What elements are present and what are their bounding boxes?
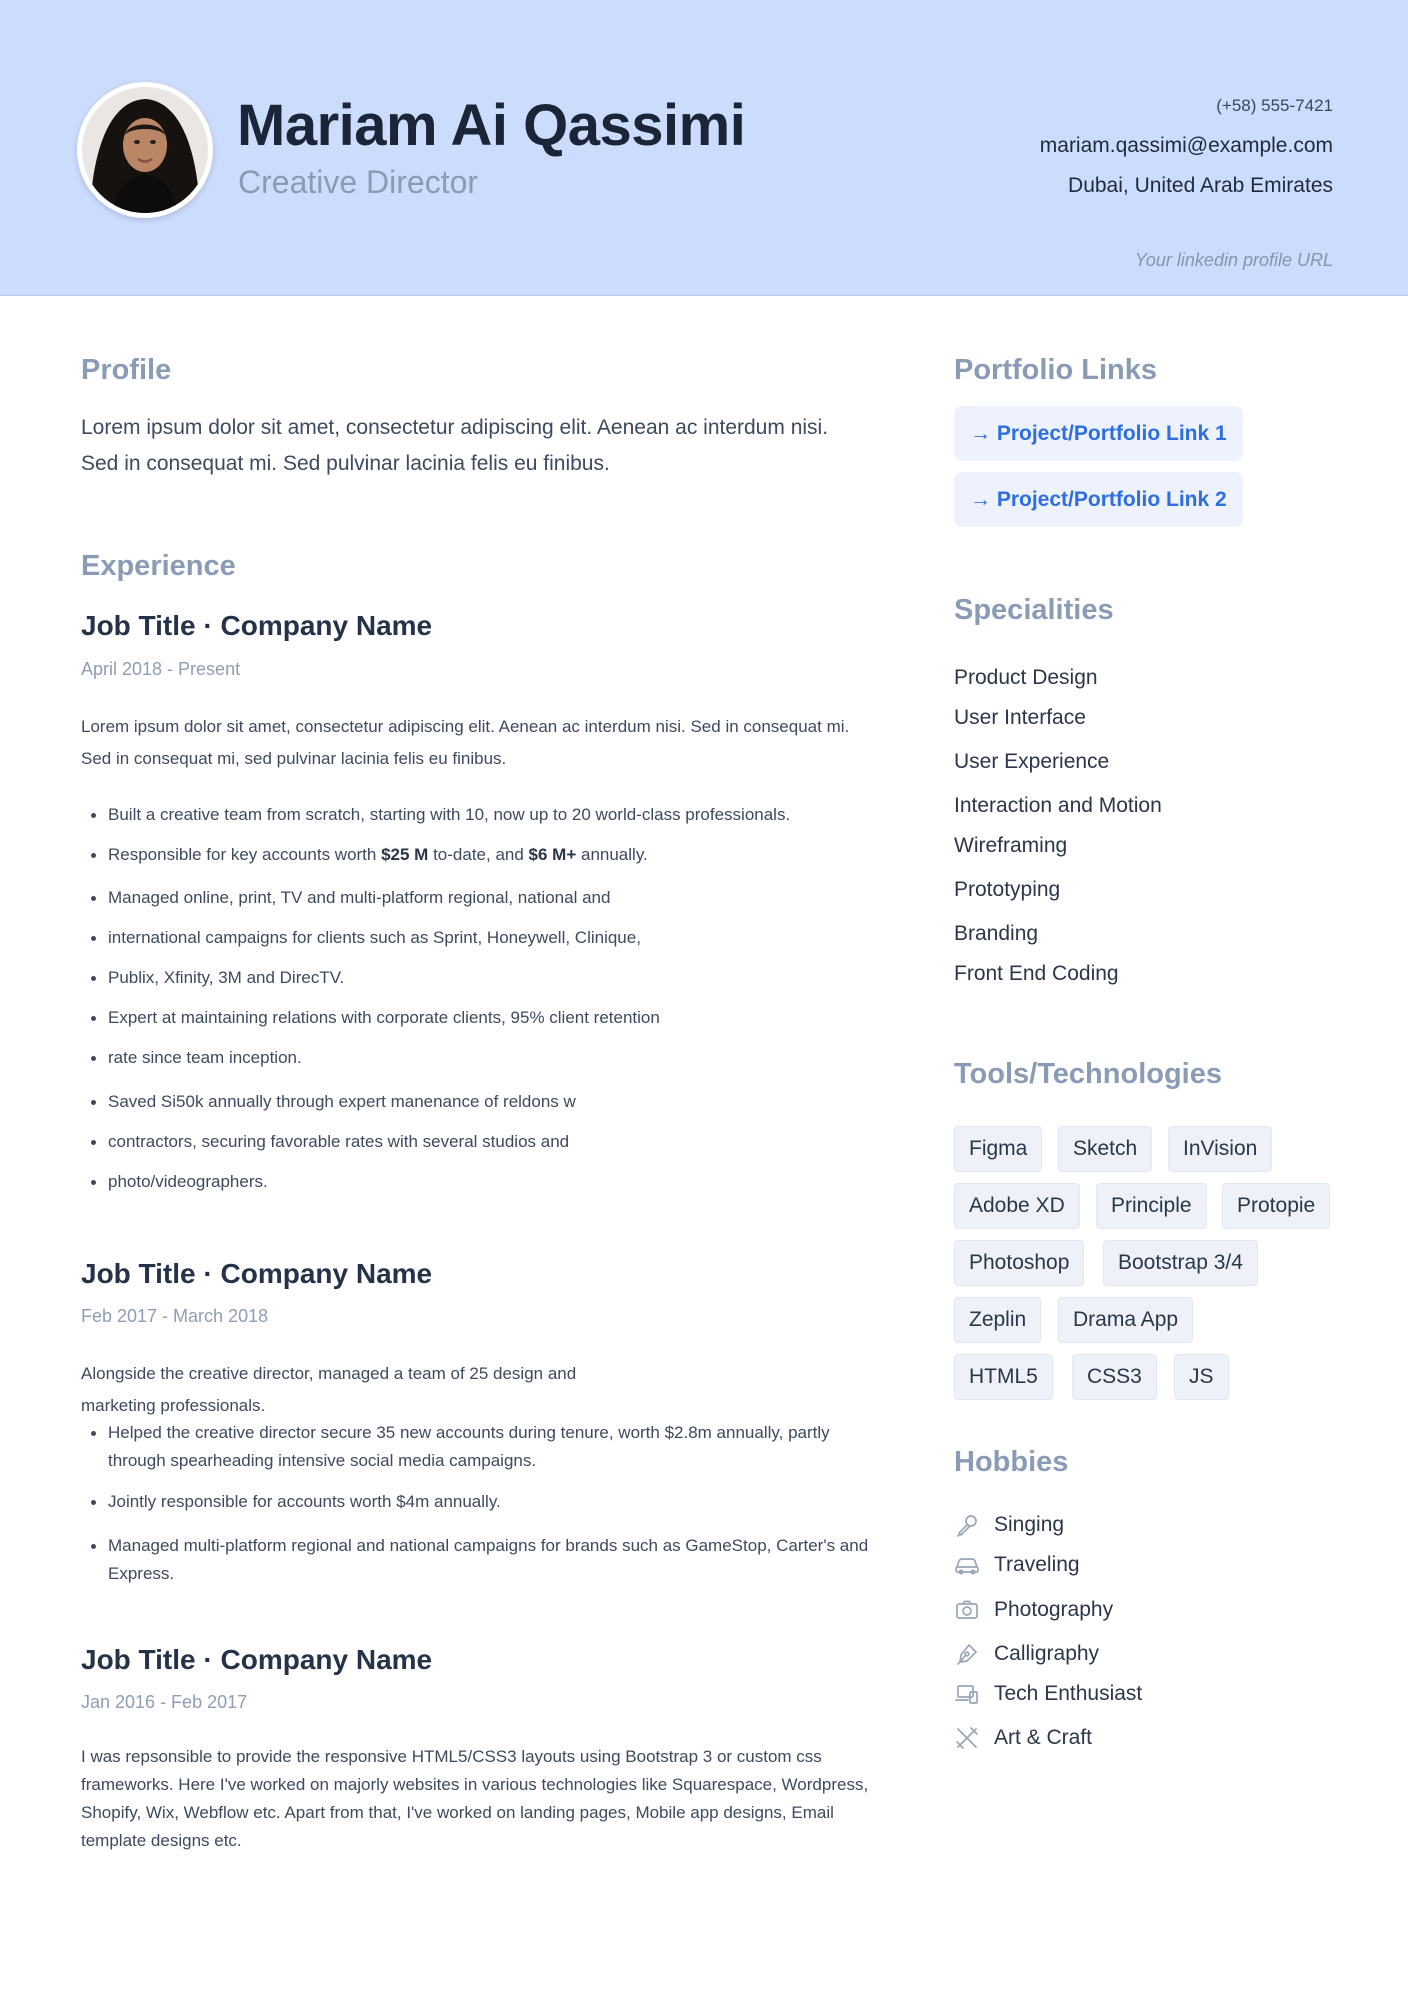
- resume-header: [0, 0, 1408, 296]
- hobby-item: [954, 1679, 1142, 1709]
- bullet-item: photo/videographers.: [81, 1168, 871, 1196]
- avatar: [77, 82, 213, 218]
- speciality-item: Branding: [954, 922, 1039, 945]
- bullet-text: Responsible for key accounts worth: [108, 845, 382, 864]
- tool-chip: HTML5: [954, 1354, 1053, 1400]
- hobby-item: [954, 1510, 1064, 1540]
- portrait-photo: [82, 87, 208, 213]
- candidate-role: Creative Director: [238, 164, 479, 200]
- hobby-item: [954, 1639, 1099, 1669]
- tool-chip: Zeplin: [954, 1297, 1041, 1343]
- speciality-item: Interaction and Motion: [954, 794, 1162, 817]
- candidate-name: Mariam Ai Qassimi: [237, 93, 746, 158]
- hobby-item: [954, 1595, 1113, 1625]
- bullet-item: rate since team inception.: [81, 1044, 871, 1072]
- job-date: Feb 2017 - March 2018: [81, 1306, 269, 1326]
- tool-chip: Principle: [1096, 1183, 1207, 1229]
- pen-nib-icon: [954, 1641, 980, 1667]
- tool-chip: Adobe XD: [954, 1183, 1080, 1229]
- speciality-item: Front End Coding: [954, 962, 1119, 985]
- speciality-item: User Experience: [954, 750, 1110, 773]
- experience-heading: Experience: [81, 550, 236, 582]
- bullet-item: [81, 841, 871, 869]
- car-icon: [954, 1552, 980, 1578]
- bullet-item: Jointly responsible for accounts worth $4m annually.: [81, 1488, 871, 1516]
- portfolio-link-1[interactable]: → Project/Portfolio Link 1: [954, 406, 1243, 461]
- tool-chip: Drama App: [1058, 1297, 1193, 1343]
- tool-chip: Photoshop: [954, 1240, 1084, 1286]
- tool-chip: Sketch: [1058, 1126, 1152, 1172]
- tools-icon: [954, 1725, 980, 1751]
- portfolio-heading: Portfolio Links: [954, 354, 1157, 386]
- bullet-item: international campaigns for clients such as Sprint, Honeywell, Clinique,: [81, 924, 871, 952]
- bullet-text: annually.: [576, 845, 648, 864]
- hobby-label: Tech Enthusiast: [994, 1682, 1143, 1705]
- profile-heading: Profile: [81, 354, 172, 386]
- job-description: marketing professionals.: [81, 1396, 266, 1415]
- hobby-label: Traveling: [994, 1553, 1080, 1576]
- linkedin-url[interactable]: Your linkedin profile URL: [1134, 250, 1333, 270]
- bullet-text: to-date, and: [428, 845, 529, 864]
- bullet-highlight: $25 M: [381, 845, 429, 864]
- tool-chip: Protopie: [1222, 1183, 1330, 1229]
- bullet-item: Saved Si50k annually through expert manenance of reldons w: [81, 1088, 871, 1116]
- bullet-item: Managed online, print, TV and multi-platform regional, national and: [81, 884, 871, 912]
- job-description: I was repsonsible to provide the responsive HTML5/CSS3 layouts using Bootstrap 3 or custom css frameworks. Here I've worked on majorly websites in various technologies like Squarespace, Wordpress, Shopify, Wix, Webflow etc. Apart from that, I've worked on landing pages, Mobile app designs, Email template designs etc.: [81, 1747, 869, 1850]
- microphone-icon: [954, 1512, 980, 1538]
- tool-chip: Figma: [954, 1126, 1042, 1172]
- tools-heading: Tools/Technologies: [954, 1058, 1222, 1090]
- hobby-item: [954, 1723, 1092, 1753]
- bullet-item: Publix, Xfinity, 3M and DirecTV.: [81, 964, 871, 992]
- hobby-label: Photography: [994, 1598, 1114, 1621]
- job-title: Job Title · Company Name: [81, 1258, 433, 1289]
- speciality-item: Prototyping: [954, 878, 1061, 901]
- tool-chip: Bootstrap 3/4: [1103, 1240, 1258, 1286]
- job-description: Lorem ipsum dolor sit amet, consectetur adipiscing elit. Aenean ac interdum nisi. Sed in consequat mi. Sed in consequat mi, sed pulvinar lacinia felis eu finibus.: [81, 717, 850, 768]
- location: Dubai, United Arab Emirates: [1068, 174, 1333, 197]
- tool-chip: InVision: [1168, 1126, 1272, 1172]
- portfolio-link-2[interactable]: → Project/Portfolio Link 2: [954, 472, 1243, 527]
- email-address[interactable]: mariam.qassimi@example.com: [1039, 134, 1333, 157]
- job-description: Alongside the creative director, managed a team of 25 design and: [81, 1364, 577, 1383]
- tool-chip: CSS3: [1072, 1354, 1157, 1400]
- hobby-label: Art & Craft: [994, 1726, 1093, 1749]
- job-title: Job Title · Company Name: [81, 1644, 433, 1675]
- bullet-highlight: $6 M+: [528, 845, 577, 864]
- bullet-item: Managed multi-platform regional and national campaigns for brands such as GameStop, Carter's and Express.: [81, 1532, 871, 1588]
- bullet-item: Built a creative team from scratch, starting with 10, now up to 20 world-class professionals.: [81, 801, 871, 829]
- job-date: Jan 2016 - Feb 2017: [81, 1692, 248, 1712]
- hobby-label: Singing: [994, 1513, 1065, 1536]
- hobby-item: [954, 1550, 1080, 1580]
- hobbies-heading: Hobbies: [954, 1446, 1069, 1478]
- speciality-item: Wireframing: [954, 834, 1068, 857]
- hobby-label: Calligraphy: [994, 1642, 1100, 1665]
- camera-icon: [954, 1597, 980, 1623]
- devices-icon: [954, 1681, 980, 1707]
- bullet-item: Expert at maintaining relations with corporate clients, 95% client retention: [81, 1004, 871, 1032]
- profile-summary: Lorem ipsum dolor sit amet, consectetur adipiscing elit. Aenean ac interdum nisi. Sed in consequat mi. Sed pulvinar lacinia felis eu finibus.: [81, 416, 829, 475]
- speciality-item: Product Design: [954, 666, 1098, 689]
- bullet-item: Helped the creative director secure 35 new accounts during tenure, worth $2.8m annually, partly through spearheading intensive social media campaigns.: [81, 1419, 871, 1475]
- specialities-heading: Specialities: [954, 594, 1114, 626]
- speciality-item: User Interface: [954, 706, 1086, 729]
- tool-chip: JS: [1174, 1354, 1229, 1400]
- job-title: Job Title · Company Name: [81, 610, 433, 641]
- phone-number: (+58) 555-7421: [1216, 96, 1333, 115]
- bullet-item: contractors, securing favorable rates with several studios and: [81, 1128, 871, 1156]
- job-date: April 2018 - Present: [81, 659, 241, 679]
